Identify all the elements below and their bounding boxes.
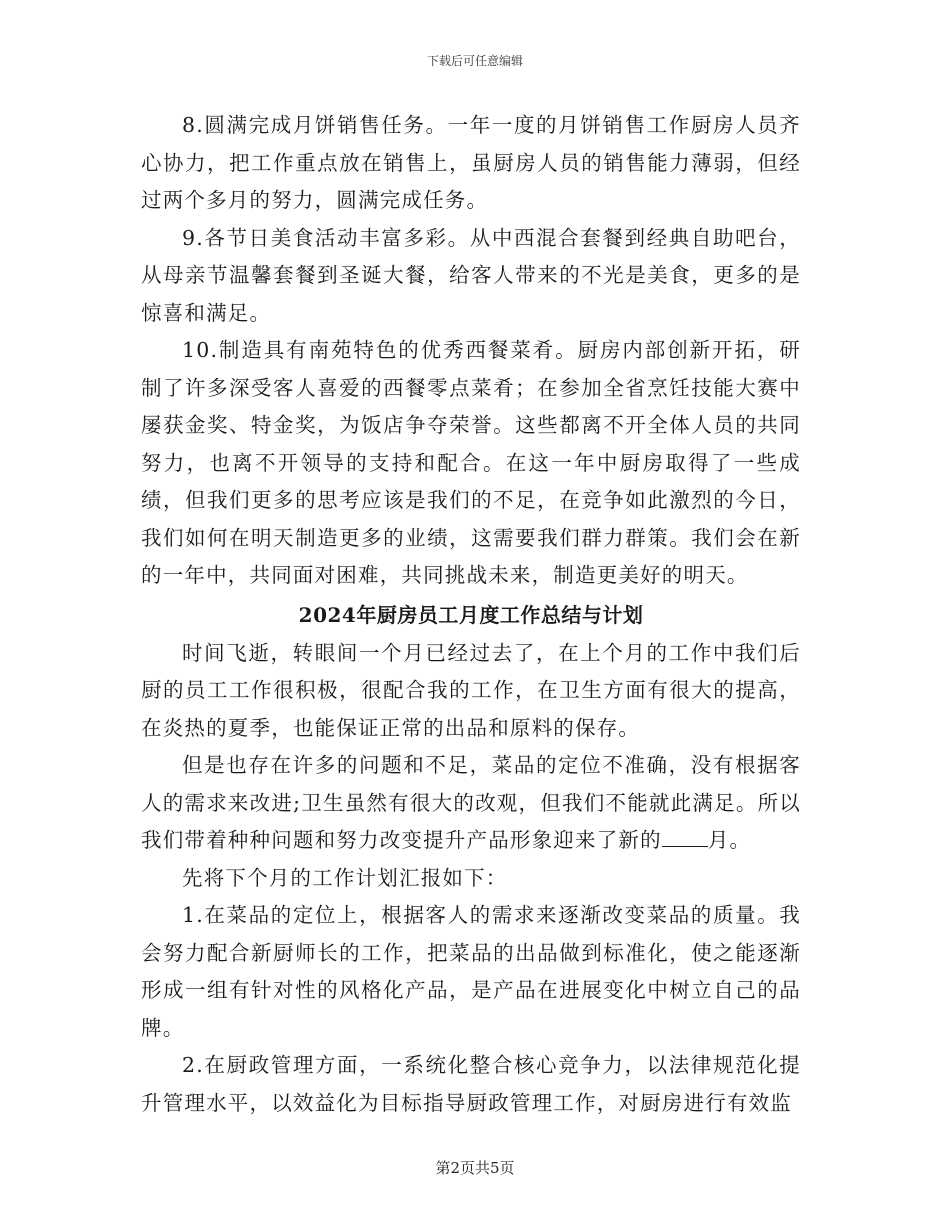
paragraph-item-8: 8.圆满完成月饼销售任务。一年一度的月饼销售工作厨房人员齐心协力，把工作重点放在销售上，虽厨房人员的销售能力薄弱，但经过两个多月的努力，圆满完成任务。 [141, 113, 801, 212]
paragraph-problems-end: 月。 [707, 828, 752, 852]
paragraph-plan-intro: 先将下个月的工作计划汇报如下： [182, 865, 508, 890]
paragraph-plan-2: 2.在厨政管理方面，一系统化整合核心竞争力，以法律规范化提升管理水平，以效益化为目标指导厨政管理工作，对厨房进行有效监 [141, 1053, 801, 1115]
document-body [141, 107, 801, 1122]
section-title: 2024年厨房员工月度工作总结与计划 [298, 602, 644, 627]
paragraph-plan-1: 1.在菜品的定位上，根据客人的需求来逐渐改变菜品的质量。我会努力配合新厨师长的工作，把菜品的出品做到标准化，使之能逐渐形成一组有针对性的风格化产品，是产品在进展变化中树立自己的品牌。 [141, 903, 801, 1040]
paragraph-problems [141, 747, 801, 860]
page-header-note: 下载后可任意编辑 [426, 54, 523, 68]
paragraph-intro: 时间飞逝，转眼间一个月已经过去了，在上个月的工作中我们后厨的员工工作很积极，很配合我的工作，在卫生方面有很大的提高，在炎热的夏季，也能保证正常的出品和原料的保存。 [141, 640, 801, 740]
page-footer: 第2页共5页 [435, 1159, 515, 1177]
fill-in-blank [662, 828, 708, 847]
paragraph-item-10: 10.制造具有南苑特色的优秀西餐菜肴。厨房内部创新开拓，研制了许多深受客人喜爱的西餐零点菜肴；在参加全省烹饪技能大赛中屡获金奖、特金奖，为饭店争夺荣誉。这些都离不开全体人员的共同努力，也离不开领导的支持和配合。在这一年中厨房取得了一些成绩，但我们更多的思考应该是我们的不足，在竞争如此激烈的今日，我们如何在明天制造更多的业绩，这需要我们群力群策。我们会在新的一年中，共同面对困难，共同挑战未来，制造更美好的明天。 [141, 338, 801, 587]
paragraph-item-9: 9.各节日美食活动丰富多彩。从中西混合套餐到经典自助吧台，从母亲节温馨套餐到圣诞大餐，给客人带来的不光是美食，更多的是惊喜和满足。 [141, 225, 801, 325]
paragraph-problems-text: 但是也存在许多的问题和不足，菜品的定位不准确，没有根据客人的需求来改进;卫生虽然有很大的改观，但我们不能就此满足。所以我们带着种种问题和努力改变提升产品形象迎来了新的 [141, 753, 801, 852]
